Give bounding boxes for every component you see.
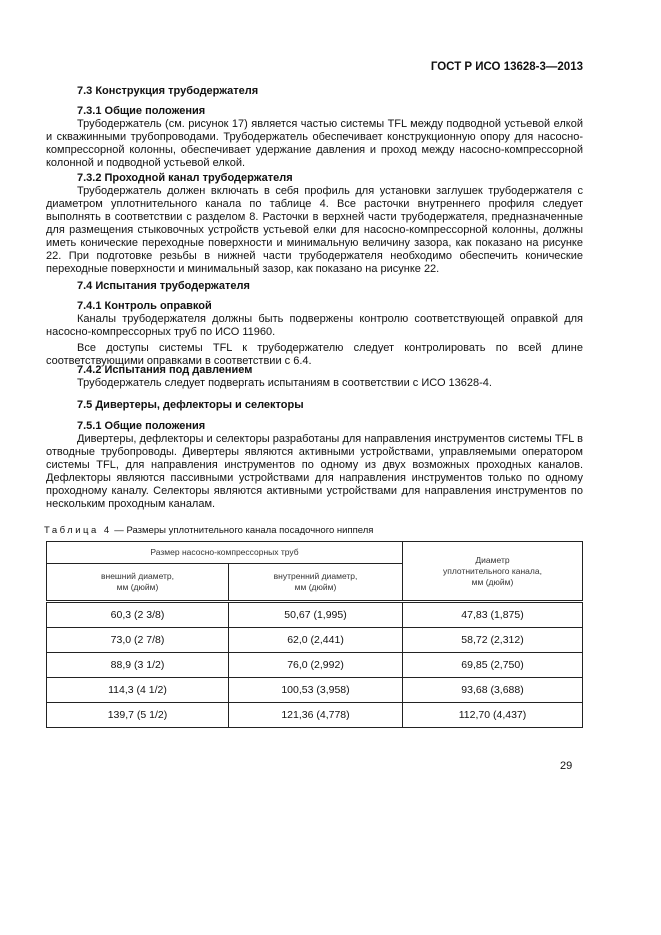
dimensions-table — [46, 541, 583, 728]
section-7-4 — [46, 280, 583, 293]
table-cell: 88,9 (3 1/2) — [47, 653, 229, 678]
section-7-3-2 — [46, 172, 583, 276]
table-caption-text: — Размеры уплотнительного канала посадочного ниппеля — [111, 525, 374, 536]
section-7-5-1 — [46, 420, 583, 511]
section-heading: 7.4 Испытания трубодержателя — [77, 280, 250, 292]
section-7-5 — [46, 399, 583, 412]
section-heading: 7.5.1 Общие положения — [77, 420, 206, 432]
table-header-inner-diameter: внутренний диаметр, мм (дюйм) — [229, 564, 403, 602]
paragraph: Трубодержатель следует подвергать испытаниям в соответствии с ИСО 13628-4. — [77, 377, 492, 389]
table-cell: 58,72 (2,312) — [403, 628, 583, 653]
table-row — [47, 678, 583, 703]
table-cell: 76,0 (2,992) — [229, 653, 403, 678]
table-cell: 73,0 (2 7/8) — [47, 628, 229, 653]
table-cell: 114,3 (4 1/2) — [47, 678, 229, 703]
paragraph: Трубодержатель (см. рисунок 17) является частью системы TFL между подводной устьевой елкой и скважинными трубопроводами. Трубодержатель обеспечивает конструкционную опору для насосно-компрессорной колонны, обеспечивает удержание давления и проход между насосно-компрессорной колонной и подводной устьевой елкой. — [46, 118, 583, 169]
table-row — [47, 628, 583, 653]
section-heading: 7.3 Конструкция трубодержателя — [77, 85, 259, 97]
table-header-outer-diameter: внешний диаметр, мм (дюйм) — [47, 564, 229, 602]
section-7-4-1 — [46, 300, 583, 368]
table-cell: 50,67 (1,995) — [229, 602, 403, 628]
table-header-seal-diameter: Диаметр уплотнительного канала, мм (дюйм) — [403, 542, 583, 602]
table-row — [47, 602, 583, 628]
table-caption-label: Таблица 4 — [44, 525, 112, 536]
table-row — [47, 703, 583, 728]
section-7-3-1 — [46, 105, 583, 170]
table-row — [47, 653, 583, 678]
table-cell: 60,3 (2 3/8) — [47, 602, 229, 628]
table-cell: 47,83 (1,875) — [403, 602, 583, 628]
table-caption — [44, 525, 581, 536]
section-heading: 7.4.1 Контроль оправкой — [77, 300, 212, 312]
table-cell: 121,36 (4,778) — [229, 703, 403, 728]
paragraph: Трубодержатель должен включать в себя профиль для установки заглушек трубодержателя с диаметром уплотнительного канала по таблице 4. Все расточки внутреннего профиля следует выполнять в соответствии с разделом 8. Расточки в верхней части трубодержателя, предназначенные для размещения стыковочных устройств устьевой елки для насосно-компрессорной колонны, должны иметь конические переходные поверхности и минимальную величину зазора, как показано на рисунке 22. При подготовке резьбы в нижней части трубодержателя необходимо обеспечить конические переходные поверхности и минимальный зазор, как показано на рисунке 22. — [46, 185, 583, 275]
paragraph: Все доступы системы TFL к трубодержателю следует контролировать по всей длине соответствующими оправками в соответствии с 6.4. — [46, 342, 583, 367]
table-cell: 69,85 (2,750) — [403, 653, 583, 678]
section-7-4-2 — [46, 364, 583, 390]
table-cell: 100,53 (3,958) — [229, 678, 403, 703]
document-header: ГОСТ Р ИСО 13628-3—2013 — [430, 61, 583, 73]
table-group-header: Размер насосно-компрессорных труб — [47, 542, 403, 564]
section-heading: 7.3.2 Проходной канал трубодержателя — [77, 172, 293, 184]
table-cell: 112,70 (4,437) — [403, 703, 583, 728]
section-heading: 7.3.1 Общие положения — [77, 105, 206, 117]
table-cell: 62,0 (2,441) — [229, 628, 403, 653]
section-heading: 7.5 Дивертеры, дефлекторы и селекторы — [77, 399, 304, 411]
table-cell: 93,68 (3,688) — [403, 678, 583, 703]
paragraph: Дивертеры, дефлекторы и селекторы разработаны для направления инструментов системы TFL в отводные трубопроводы. Дивертеры являются активными устройствами, управляемыми оператором системы TFL, для направления инструментов по одному из двух возможных проходных каналов. Дефлекторы являются пассивными устройствами для направления инструментов только по одному проходному каналу. Селекторы являются активными устройствами для направления инструментов по нескольким проходным каналам. — [46, 433, 583, 510]
paragraph: Каналы трубодержателя должны быть подвержены контролю соответствующей оправкой для насосно-компрессорных труб по ИСО 11960. — [46, 313, 583, 338]
page-number: 29 — [560, 760, 573, 772]
section-heading: 7.4.2 Испытания под давлением — [77, 364, 253, 376]
table-cell: 139,7 (5 1/2) — [47, 703, 229, 728]
section-7-3 — [46, 85, 583, 98]
